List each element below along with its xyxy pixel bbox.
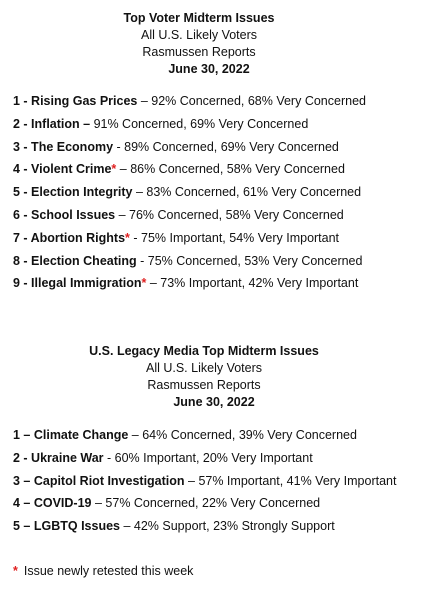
issue-label: 2 - Ukraine War xyxy=(13,450,104,465)
issue-stats: – 83% Concerned, 61% Very Concerned xyxy=(132,185,362,200)
issue-label: 8 - Election Cheating xyxy=(13,253,137,268)
issue-star: * xyxy=(125,230,130,245)
section1-title: Top Voter Midterm Issues xyxy=(123,11,275,25)
list-item xyxy=(13,492,396,515)
issue-stats: – 57% Concerned, 22% Very Concerned xyxy=(91,496,321,511)
issue-label: 5 – LGBTQ Issues xyxy=(13,519,120,534)
section1-subtitle: All U.S. Likely Voters xyxy=(140,28,257,42)
issue-stats: – 92% Concerned, 68% Very Concerned xyxy=(137,94,366,108)
issue-stats: – 76% Concerned, 58% Very Concerned xyxy=(115,207,344,222)
footnote xyxy=(13,564,193,578)
issue-label: 5 - Election Integrity xyxy=(13,185,133,200)
section2-subtitle: All U.S. Likely Voters xyxy=(145,361,262,375)
issue-label: 9 - Illegal Immigration xyxy=(13,276,142,291)
issue-label: 2 - Inflation – xyxy=(13,116,91,131)
issue-star: * xyxy=(141,276,147,291)
list-item xyxy=(13,470,396,493)
list-item xyxy=(13,515,396,538)
issue-stats: – 57% Important, 41% Very Important xyxy=(184,473,397,488)
issue-star: * xyxy=(111,162,117,177)
list-item xyxy=(13,204,366,227)
issue-label: 1 – Climate Change xyxy=(13,428,129,442)
issue-label: 4 – COVID-19 xyxy=(13,496,92,511)
list-item xyxy=(13,158,366,181)
issue-stats: - 60% Important, 20% Very Important xyxy=(103,450,313,465)
footnote-star: * xyxy=(13,564,18,578)
issue-stats: – 42% Support, 23% Strongly Support xyxy=(119,519,335,534)
list-item xyxy=(13,227,366,250)
section1-header xyxy=(99,10,299,78)
list-item xyxy=(13,447,396,470)
section2-header xyxy=(69,343,339,411)
section2-title: U.S. Legacy Media Top Midterm Issues xyxy=(89,344,319,358)
footnote-text: Issue newly retested this week xyxy=(23,564,194,578)
issue-label: 6 - School Issues xyxy=(13,207,116,222)
issue-label: 7 - Abortion Rights xyxy=(13,230,126,245)
issue-stats: – 73% Important, 42% Very Important xyxy=(146,276,359,291)
issue-stats: - 75% Concerned, 53% Very Concerned xyxy=(136,253,363,268)
section1-date: June 30, 2022 xyxy=(168,62,250,76)
section1-source: Rasmussen Reports xyxy=(142,45,256,59)
issue-label: 4 - Violent Crime xyxy=(13,162,112,177)
section2-issue-list xyxy=(13,424,396,538)
issue-label: 1 - Rising Gas Prices xyxy=(13,94,138,108)
issue-stats: - 75% Important, 54% Very Important xyxy=(129,230,340,245)
list-item xyxy=(13,250,366,273)
list-item xyxy=(13,113,366,136)
list-item xyxy=(13,272,366,295)
section1-issue-list xyxy=(13,90,366,295)
issue-stats: – 64% Concerned, 39% Very Concerned xyxy=(128,428,357,442)
list-item xyxy=(13,136,366,159)
issue-stats: - 89% Concerned, 69% Very Concerned xyxy=(113,139,339,154)
issue-stats: – 86% Concerned, 58% Very Concerned xyxy=(116,162,345,177)
list-item xyxy=(13,90,366,113)
section2-source: Rasmussen Reports xyxy=(147,378,261,392)
issue-label: 3 – Capitol Riot Investigation xyxy=(13,473,185,488)
section2-date: June 30, 2022 xyxy=(173,395,255,409)
issue-label: 3 - The Economy xyxy=(13,139,114,154)
issue-stats: 91% Concerned, 69% Very Concerned xyxy=(90,116,309,131)
list-item xyxy=(13,181,366,204)
list-item xyxy=(13,424,396,447)
